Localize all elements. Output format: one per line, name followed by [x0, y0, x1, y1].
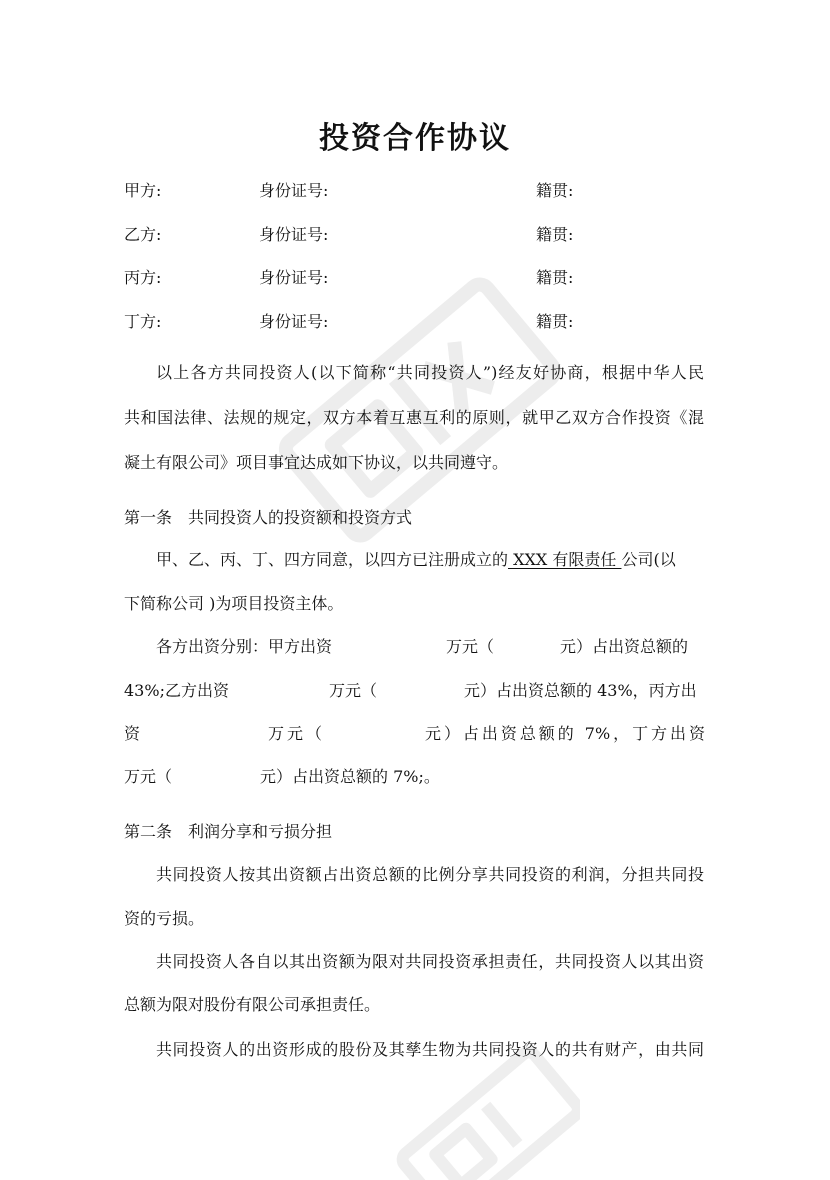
text-fragment: 公司(以 — [621, 550, 676, 569]
native-place-label: 籍贯: — [536, 181, 574, 200]
yuan-share-label: 元）占出资总额的 — [560, 637, 689, 656]
intro-line-1: 以上各方共同投资人(以下简称“共同投资人”)经友好协商，根据中华人民 — [156, 363, 704, 382]
article-1-para-1-line-2: 下简称公司 )为项目投资主体。 — [124, 594, 344, 613]
wan-yuan-label: 万元（ — [446, 637, 495, 656]
party-row-bing — [124, 265, 724, 289]
article-2-para-3-line-1: 共同投资人的出资形成的股份及其孳生物为共同投资人的共有财产，由共同 — [156, 1040, 704, 1059]
id-number-label: 身份证号: — [259, 225, 329, 244]
party-row-yi — [124, 222, 724, 246]
party-row-ding — [124, 309, 724, 333]
yuan-share-label: 元）占出资总额的 43%，丙方出 — [464, 681, 697, 700]
id-number-label: 身份证号: — [259, 312, 329, 331]
id-number-label: 身份证号: — [259, 268, 329, 287]
article-2-heading: 第二条 利润分享和亏损分担 — [124, 822, 333, 841]
party-name: 乙方: — [124, 225, 162, 244]
party-name: 丙方: — [124, 268, 162, 287]
article-2-para-2-line-2: 总额为限对股份有限公司承担责任。 — [124, 995, 381, 1014]
contribution-yi-label: 43%;乙方出资 — [124, 681, 229, 700]
id-number-label: 身份证号: — [259, 181, 329, 200]
article-2-para-2-line-1: 共同投资人各自以其出资额为限对共同投资承担责任，共同投资人以其出资 — [156, 952, 704, 971]
yuan-share-label: 元）占出资总额的 7%;。 — [260, 767, 440, 786]
wan-yuan-label: 万元（ — [268, 724, 326, 743]
text-fragment: 甲、乙、丙、丁、四方同意，以四方已注册成立的 — [156, 550, 509, 569]
contribution-jia-label: 各方出资分别：甲方出资 — [156, 637, 333, 656]
wan-yuan-label: 万元（ — [329, 681, 378, 700]
wan-yuan-label: 万元（ — [124, 767, 173, 786]
yuan-share-label: 元）占出资总额的 7%，丁方出资 — [425, 724, 705, 743]
party-name: 甲方: — [124, 181, 162, 200]
article-1-para-1-line-1 — [156, 550, 676, 570]
party-row-jia — [124, 178, 724, 202]
native-place-label: 籍贯: — [536, 268, 574, 287]
contribution-bing-label: 资 — [124, 724, 141, 743]
party-name: 丁方: — [124, 312, 162, 331]
native-place-label: 籍贯: — [536, 312, 574, 331]
intro-line-3: 凝土有限公司》项目事宜达成如下协议，以共同遵守。 — [124, 453, 509, 472]
native-place-label: 籍贯: — [536, 225, 574, 244]
document-title: 投资合作协议 — [319, 121, 511, 156]
company-name-underlined: XXX 有限责任 — [508, 550, 622, 569]
article-1-heading: 第一条 共同投资人的投资额和投资方式 — [124, 508, 413, 527]
article-2-para-1-line-2: 资的亏损。 — [124, 909, 205, 928]
intro-line-2: 共和国法律、法规的规定，双方本着互惠互利的原则，就甲乙双方合作投资《混 — [124, 408, 704, 427]
article-2-para-1-line-1: 共同投资人按其出资额占出资总额的比例分享共同投资的利润，分担共同投 — [156, 865, 704, 884]
